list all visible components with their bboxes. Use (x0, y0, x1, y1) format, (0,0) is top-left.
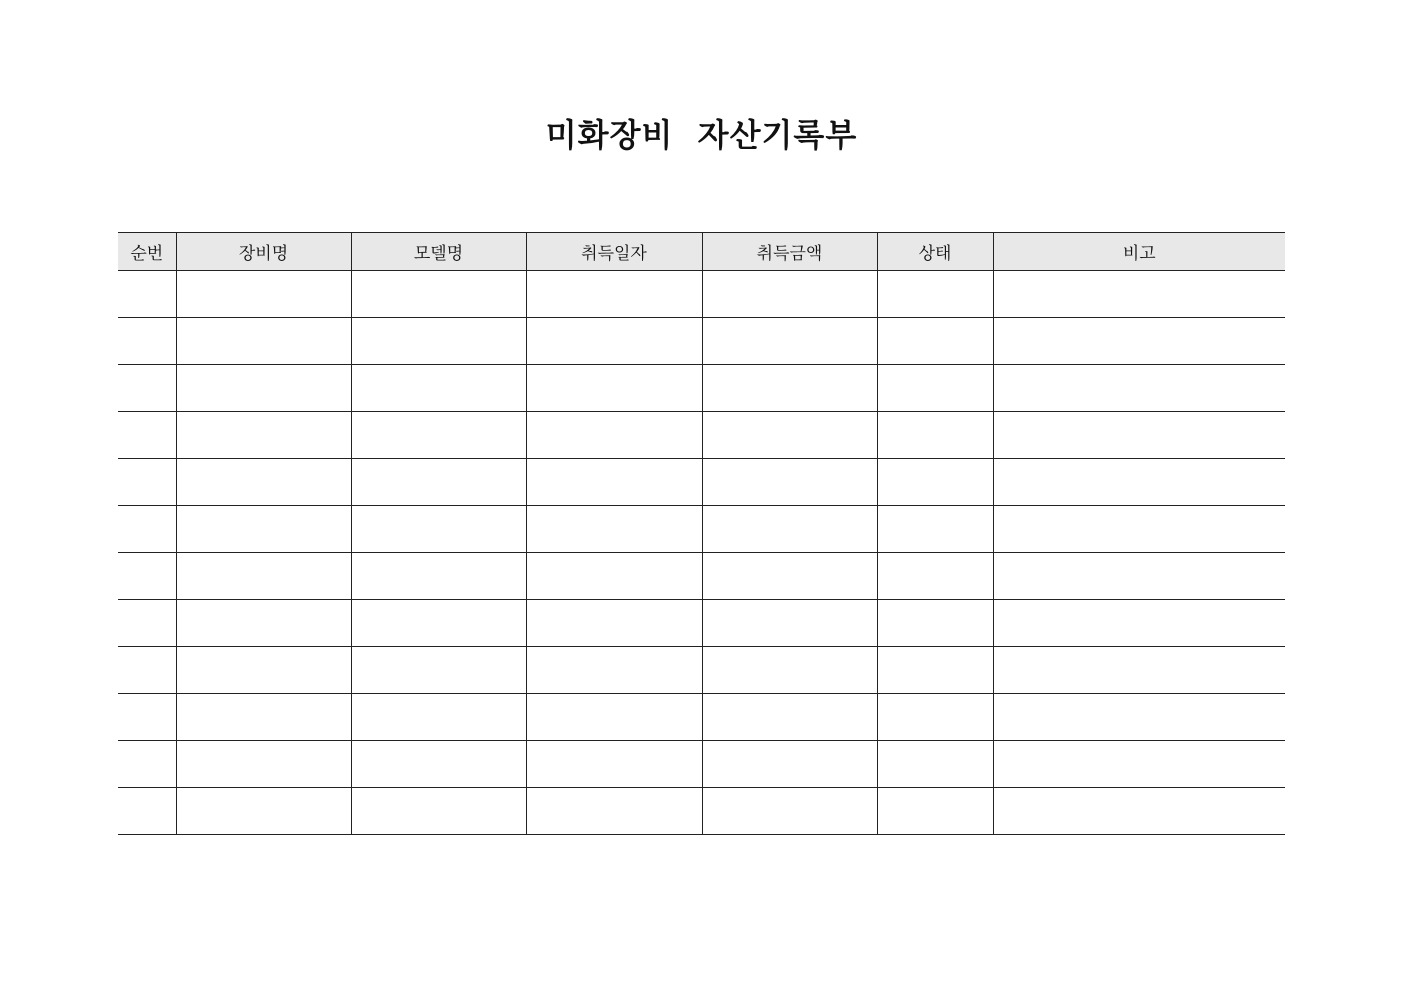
cell-remarks[interactable] (993, 788, 1285, 835)
cell-equipment-name[interactable] (176, 600, 351, 647)
cell-serial-number[interactable] (118, 647, 176, 694)
cell-status[interactable] (877, 271, 993, 318)
cell-remarks[interactable] (993, 647, 1285, 694)
cell-serial-number[interactable] (118, 318, 176, 365)
cell-equipment-name[interactable] (176, 365, 351, 412)
cell-acquisition-date[interactable] (526, 553, 702, 600)
cell-equipment-name[interactable] (176, 459, 351, 506)
cell-acquisition-date[interactable] (526, 459, 702, 506)
table-row (118, 553, 1285, 600)
cell-model-name[interactable] (351, 741, 526, 788)
table-row (118, 271, 1285, 318)
cell-remarks[interactable] (993, 694, 1285, 741)
cell-model-name[interactable] (351, 318, 526, 365)
cell-acquisition-date[interactable] (526, 647, 702, 694)
cell-acquisition-amount[interactable] (702, 412, 877, 459)
cell-status[interactable] (877, 459, 993, 506)
cell-acquisition-date[interactable] (526, 365, 702, 412)
page-title: 미화장비 자산기록부 (545, 116, 858, 154)
cell-model-name[interactable] (351, 412, 526, 459)
column-header-serial-number: 순번 (118, 233, 176, 271)
cell-equipment-name[interactable] (176, 647, 351, 694)
table-row (118, 318, 1285, 365)
column-header-status: 상태 (877, 233, 993, 271)
cell-equipment-name[interactable] (176, 694, 351, 741)
cell-model-name[interactable] (351, 647, 526, 694)
cell-remarks[interactable] (993, 271, 1285, 318)
cell-status[interactable] (877, 741, 993, 788)
cell-serial-number[interactable] (118, 788, 176, 835)
column-header-remarks: 비고 (993, 233, 1285, 271)
cell-acquisition-date[interactable] (526, 694, 702, 741)
cell-model-name[interactable] (351, 365, 526, 412)
cell-status[interactable] (877, 553, 993, 600)
cell-remarks[interactable] (993, 318, 1285, 365)
cell-acquisition-amount[interactable] (702, 365, 877, 412)
cell-acquisition-date[interactable] (526, 600, 702, 647)
cell-acquisition-date[interactable] (526, 318, 702, 365)
cell-acquisition-amount[interactable] (702, 506, 877, 553)
cell-status[interactable] (877, 412, 993, 459)
cell-remarks[interactable] (993, 553, 1285, 600)
cell-acquisition-amount[interactable] (702, 553, 877, 600)
cell-serial-number[interactable] (118, 271, 176, 318)
cell-acquisition-amount[interactable] (702, 318, 877, 365)
cell-acquisition-amount[interactable] (702, 271, 877, 318)
cell-status[interactable] (877, 694, 993, 741)
cell-remarks[interactable] (993, 506, 1285, 553)
cell-model-name[interactable] (351, 459, 526, 506)
cell-model-name[interactable] (351, 694, 526, 741)
cell-status[interactable] (877, 647, 993, 694)
cell-serial-number[interactable] (118, 553, 176, 600)
cell-model-name[interactable] (351, 600, 526, 647)
table-row (118, 365, 1285, 412)
column-header-equipment-name: 장비명 (176, 233, 351, 271)
table-row (118, 741, 1285, 788)
cell-equipment-name[interactable] (176, 788, 351, 835)
cell-equipment-name[interactable] (176, 271, 351, 318)
cell-acquisition-amount[interactable] (702, 788, 877, 835)
cell-serial-number[interactable] (118, 412, 176, 459)
cell-serial-number[interactable] (118, 600, 176, 647)
cell-status[interactable] (877, 506, 993, 553)
asset-ledger-table (118, 232, 1285, 835)
cell-acquisition-date[interactable] (526, 412, 702, 459)
cell-model-name[interactable] (351, 506, 526, 553)
column-header-acquisition-amount: 취득금액 (702, 233, 877, 271)
cell-remarks[interactable] (993, 600, 1285, 647)
cell-serial-number[interactable] (118, 694, 176, 741)
cell-serial-number[interactable] (118, 459, 176, 506)
cell-equipment-name[interactable] (176, 412, 351, 459)
cell-acquisition-amount[interactable] (702, 741, 877, 788)
column-header-acquisition-date: 취득일자 (526, 233, 702, 271)
table-row (118, 694, 1285, 741)
table-body (118, 271, 1285, 835)
cell-acquisition-date[interactable] (526, 271, 702, 318)
cell-model-name[interactable] (351, 788, 526, 835)
table-row (118, 647, 1285, 694)
cell-remarks[interactable] (993, 412, 1285, 459)
cell-status[interactable] (877, 318, 993, 365)
cell-model-name[interactable] (351, 271, 526, 318)
column-header-model-name: 모델명 (351, 233, 526, 271)
cell-status[interactable] (877, 600, 993, 647)
cell-acquisition-amount[interactable] (702, 459, 877, 506)
cell-equipment-name[interactable] (176, 506, 351, 553)
cell-equipment-name[interactable] (176, 741, 351, 788)
cell-acquisition-date[interactable] (526, 788, 702, 835)
cell-status[interactable] (877, 788, 993, 835)
cell-status[interactable] (877, 365, 993, 412)
table-row (118, 412, 1285, 459)
table-row (118, 459, 1285, 506)
cell-serial-number[interactable] (118, 741, 176, 788)
cell-acquisition-date[interactable] (526, 506, 702, 553)
cell-serial-number[interactable] (118, 506, 176, 553)
cell-model-name[interactable] (351, 553, 526, 600)
table-row (118, 506, 1285, 553)
table-row (118, 600, 1285, 647)
cell-equipment-name[interactable] (176, 318, 351, 365)
table-row (118, 788, 1285, 835)
cell-acquisition-date[interactable] (526, 741, 702, 788)
cell-acquisition-amount[interactable] (702, 694, 877, 741)
cell-equipment-name[interactable] (176, 553, 351, 600)
cell-acquisition-amount[interactable] (702, 600, 877, 647)
cell-remarks[interactable] (993, 741, 1285, 788)
cell-remarks[interactable] (993, 365, 1285, 412)
cell-remarks[interactable] (993, 459, 1285, 506)
cell-acquisition-amount[interactable] (702, 647, 877, 694)
cell-serial-number[interactable] (118, 365, 176, 412)
header-row (118, 233, 1285, 271)
